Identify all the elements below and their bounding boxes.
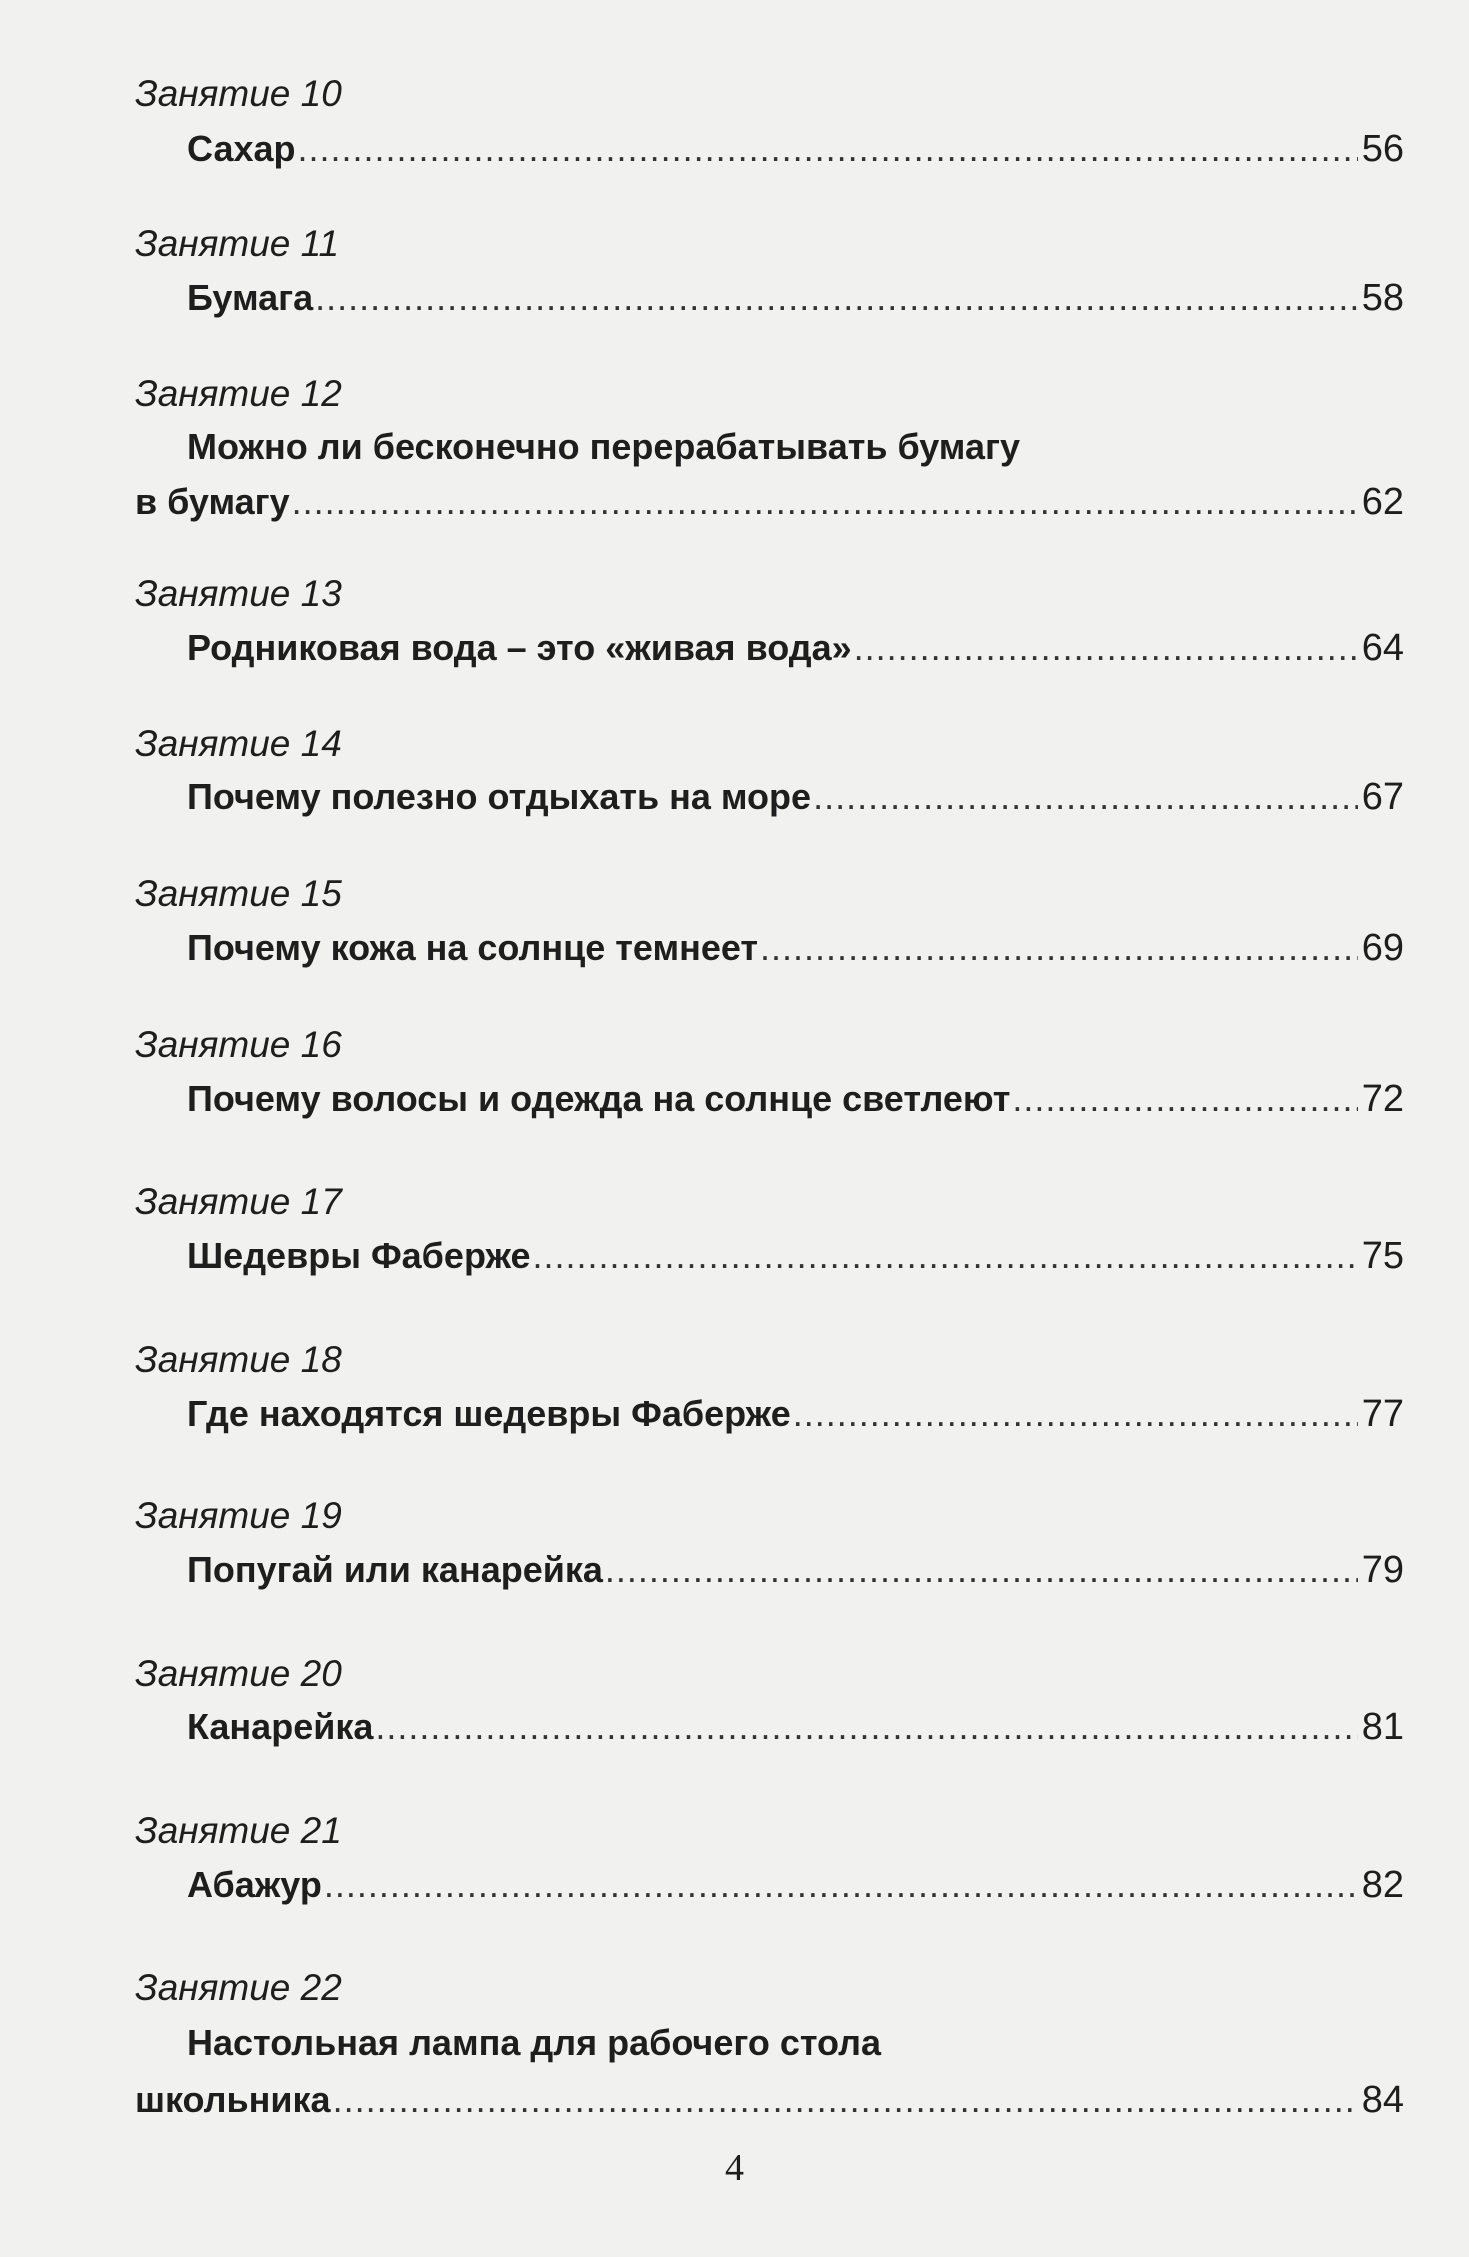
entry-page-number: 75 [1361, 1235, 1404, 1277]
lesson-label: Занятие 22 [135, 1967, 342, 2008]
entry-title: Родниковая вода – это «живая вода» [187, 627, 852, 668]
entry-title: Бумага [187, 277, 314, 318]
lesson-label: Занятие 17 [135, 1181, 342, 1222]
lesson-label: Занятие 14 [135, 723, 342, 764]
entry-title: Почему кожа на солнце темнеет [187, 927, 759, 968]
dot-leader [333, 2078, 1358, 2122]
entry-page-number: 84 [1361, 2079, 1404, 2121]
entry-title: Абажур [187, 1864, 322, 1905]
lesson-label: Занятие 10 [135, 73, 342, 114]
entry-page-number: 67 [1361, 776, 1404, 818]
dot-leader [760, 926, 1358, 970]
dot-leader [793, 1392, 1358, 1436]
entry-title: школьника [135, 2079, 331, 2120]
dot-leader [813, 775, 1358, 819]
toc-entry[interactable] [187, 626, 1404, 670]
dot-leader [854, 626, 1358, 670]
toc-entry[interactable] [135, 2078, 1404, 2122]
dot-leader [533, 1234, 1358, 1278]
toc-entry[interactable] [135, 480, 1404, 524]
lesson-label: Занятие 18 [135, 1339, 342, 1380]
entry-title: Почему полезно отдыхать на море [187, 776, 812, 817]
entry-page-number: 56 [1361, 128, 1404, 170]
toc-entry[interactable] [187, 276, 1404, 320]
lesson-label: Занятие 13 [135, 573, 342, 614]
dot-leader [375, 1705, 1357, 1749]
lesson-label: Занятие 12 [135, 373, 342, 414]
toc-entry[interactable] [187, 1234, 1404, 1278]
entry-title-line: Можно ли бесконечно перерабатывать бумагу [187, 426, 1020, 467]
lesson-label: Занятие 11 [135, 223, 340, 264]
entry-page-number: 81 [1361, 1706, 1404, 1748]
toc-entry[interactable] [187, 775, 1404, 819]
entry-title: Канарейка [187, 1706, 374, 1747]
toc-entry[interactable] [187, 1077, 1404, 1121]
entry-title-line: Настольная лампа для рабочего стола [187, 2022, 882, 2063]
toc-entry[interactable] [187, 127, 1404, 171]
dot-leader [1012, 1077, 1357, 1121]
entry-title: Шедевры Фаберже [187, 1235, 531, 1276]
dot-leader [324, 1863, 1358, 1907]
lesson-label: Занятие 20 [135, 1653, 342, 1694]
entry-title: Где находятся шедевры Фаберже [187, 1393, 791, 1434]
entry-page-number: 72 [1361, 1078, 1404, 1120]
entry-title: Попугай или канарейка [187, 1549, 603, 1590]
lesson-label: Занятие 19 [135, 1495, 342, 1536]
entry-page-number: 79 [1361, 1549, 1404, 1591]
toc-entry[interactable] [187, 1863, 1404, 1907]
entry-page-number: 77 [1361, 1393, 1404, 1435]
entry-page-number: 69 [1361, 927, 1404, 969]
dot-leader [605, 1548, 1358, 1592]
entry-page-number: 82 [1361, 1864, 1404, 1906]
lesson-label: Занятие 21 [135, 1810, 342, 1851]
dot-leader [298, 127, 1358, 171]
toc-entry[interactable] [187, 926, 1404, 970]
dot-leader [315, 276, 1358, 320]
toc-entry[interactable] [187, 1392, 1404, 1436]
toc-entry[interactable] [187, 1548, 1404, 1592]
toc-entry[interactable] [187, 1705, 1404, 1749]
entry-page-number: 58 [1361, 277, 1404, 319]
entry-page-number: 62 [1361, 481, 1404, 523]
entry-title: в бумагу [135, 481, 290, 522]
entry-title: Почему волосы и одежда на солнце светлеют [187, 1078, 1011, 1119]
lesson-label: Занятие 15 [135, 873, 342, 914]
page-number: 4 [725, 2147, 744, 2189]
dot-leader [292, 480, 1358, 524]
lesson-label: Занятие 16 [135, 1024, 342, 1065]
entry-page-number: 64 [1361, 627, 1404, 669]
entry-title: Сахар [187, 128, 296, 169]
